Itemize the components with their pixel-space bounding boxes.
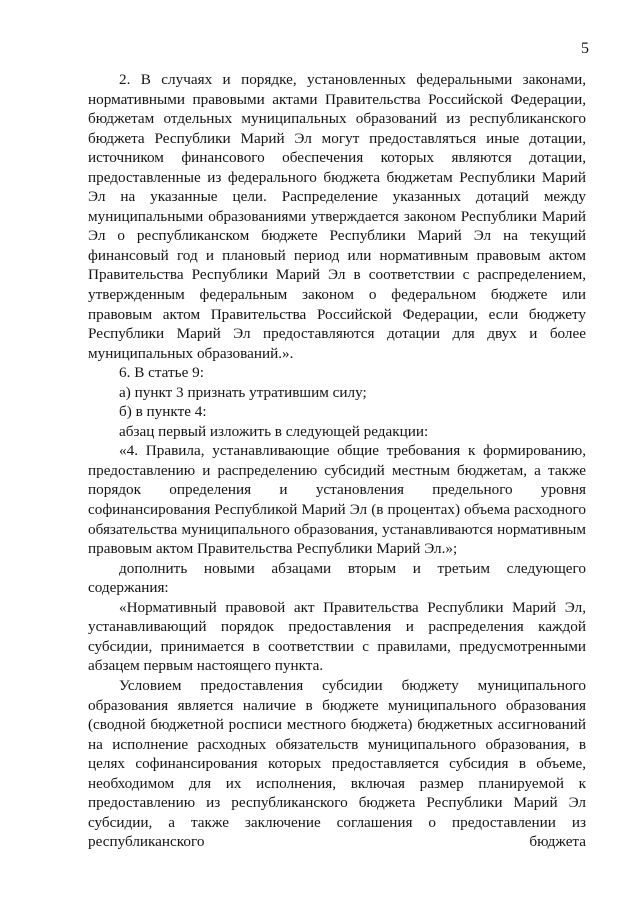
- paragraph-subsidy-condition: Условием предоставления субсидии бюджету муниципального образования является наличие в бюджете муниципального образования (сводной бюджетной росписи местного бюджета) бюджетных ассигнований на исполнение расходных обязательств муниципального образования, в целях софинансирования которых предоставляется субсидия в объеме, необходимом для их исполнения, включая размер планируемой к предоставлению из республиканского бюджета Республики Марий Эл субсидии, а также заключение соглашения о предоставлении из республиканского бюджета: [88, 676, 586, 851]
- paragraph-add-abzacs-instruction: дополнить новыми абзацами вторым и третьим следующего содержания:: [88, 559, 586, 597]
- paragraph-clause-2: 2. В случаях и порядке, установленных федеральными законами, нормативными правовыми актами Правительства Российской Федерации, бюджетам отдельных муниципальных образований из республиканского бюджета Республики Марий Эл могут предоставляться иные дотации, источником финансового обеспечения которых являются дотации, предоставленные из федерального бюджета бюджетам Республики Марий Эл на указанные цели. Распределение указанных дотаций между муниципальными образованиями утверждается законом Республики Марий Эл о республиканском бюджете Республики Марий Эл на текущий финансовый год и плановый период или нормативным правовым актом Правительства Республики Марий Эл в соответствии с распределением, утвержденным федеральным законом о федеральном бюджете или правовым актом Правительства Российской Федерации, если бюджету Республики Марий Эл предоставляются дотации для двух и более муниципальных образований.».: [88, 71, 586, 362]
- page-number: 5: [581, 40, 589, 57]
- paragraph-item-b: б) в пункте 4:: [119, 403, 207, 421]
- paragraph-first-abzac-instruction: абзац первый изложить в следующей редакции:: [119, 422, 429, 440]
- paragraph-item-a: а) пункт 3 признать утратившим силу;: [119, 383, 367, 401]
- document-body: [88, 70, 586, 852]
- paragraph-clause-4-rules: «4. Правила, устанавливающие общие требования к формированию, предоставлению и распределению субсидий местным бюджетам, а также порядок определения и установления предельного уровня софинансирования Республикой Марий Эл (в процентах) объема расходного обязательства муниципального образования, устанавливаются нормативным правовым актом Правительства Республики Марий Эл.»;: [88, 442, 586, 558]
- paragraph-normative-act: «Нормативный правовой акт Правительства Республики Марий Эл, устанавливающий порядок предоставления и распределения каждой субсидии, принимается в соответствии с правилами, предусмотренными абзацем первым настоящего пункта.: [88, 598, 586, 675]
- paragraph-article-9-heading: 6. В статье 9:: [119, 364, 204, 382]
